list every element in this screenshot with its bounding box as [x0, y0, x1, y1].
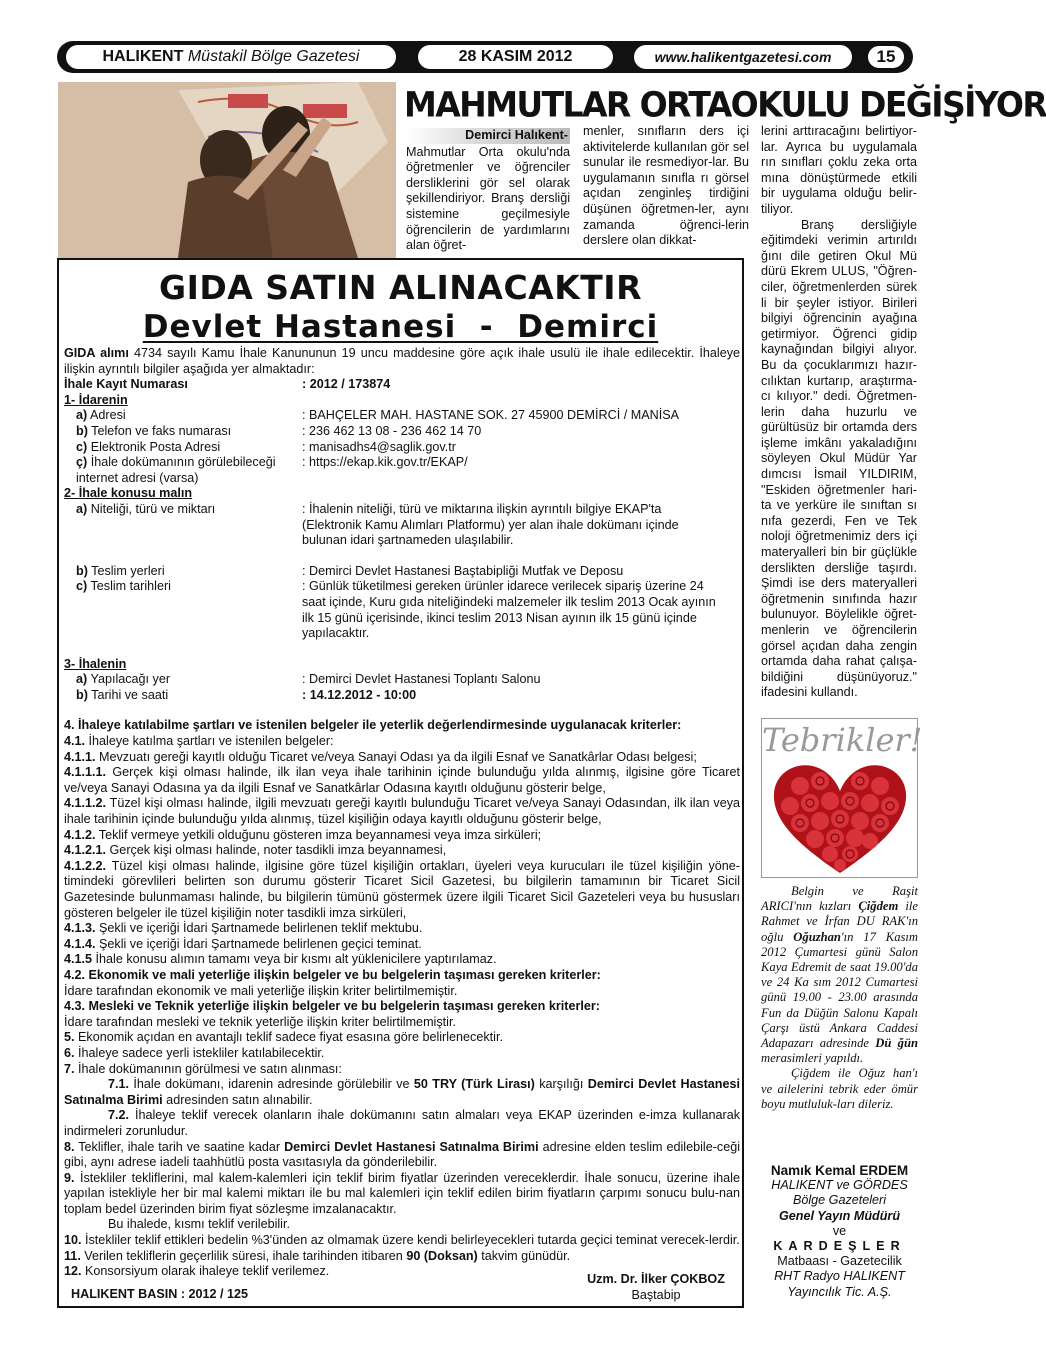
ad-p11 [64, 1249, 740, 1265]
row-3b-text: Tarihi ve saati [87, 687, 169, 702]
ad-p5 [64, 1030, 740, 1046]
p4121-text: Gerçek kişi olması halinde, noter tasdikli imza beyannamesi, [106, 843, 447, 858]
article-headline: MAHMUTLAR ORTAOKULU DEĞİŞİYOR [404, 84, 1046, 125]
ad-p4122 [64, 859, 740, 921]
publisher-line-3 [761, 1209, 918, 1224]
row-1c-key: c) [76, 439, 88, 454]
kayit-value: : 2012 / 173874 [302, 377, 391, 392]
paper-name-bold: HALIKENT [102, 48, 184, 65]
p411-key: 4.1.1. [64, 749, 96, 764]
row-2b-text: Teslim yerleri [87, 563, 165, 578]
p5-text: Ekonomik açıdan en avantajlı teklif sadece fiyat esasına göre belirlenecektir. [74, 1030, 503, 1045]
p11-key: 11. [64, 1248, 81, 1263]
p11-text-c: takvim günüdür. [477, 1248, 571, 1263]
ad-p415 [64, 952, 740, 968]
page-number: 15 [866, 44, 906, 70]
congrats-box [761, 718, 923, 878]
p7-key: 7. [64, 1061, 75, 1076]
p10-key: 10. [64, 1233, 82, 1248]
p11-text-a: Verilen tekliflerin geçerlilik süresi, ihale tarihinden itibaren [80, 1248, 407, 1263]
article-col-2: menler, sınıfların ders içi aktivitelerde kullanılan gör sel sunular ile resmediyor-lar. Bu uygulamanın sınıfla rı görsel açıdan zenginleş tirdiğini düşünen öğretmen-ler, aynı zamanda öğrenci-lerin derslere olan dikkat- [583, 124, 749, 248]
paper-subtitle: Müstakil Bölge Gazetesi [187, 48, 360, 65]
row-1a-value: : BAHÇELER MAH. HASTANE SOK. 27 45900 DEMİRCİ / MANİSA [302, 408, 679, 423]
p413-text: Şekli ve içeriği İdari Şartnamede belirlenen teklif mektubu. [95, 921, 423, 936]
ad-subtitle: Devlet Hastanesi - Demirci [142, 309, 659, 345]
publisher-line-4: ve [832, 1223, 847, 1238]
row-2a-value: : İhalenin niteliği, türü ve miktarına ilişkin ayrıntılı bilgiye EKAP'ta (Elektronik Kamu Alımları Platformu) yer alan ihale dokümanı içinde bulunan idari şartnameden ulaşılabilir. [302, 501, 679, 548]
p413-key: 4.1.3. [64, 921, 96, 936]
p4112-text: Tüzel kişi olması halinde, ilgili mevzuatı gereği kayıtlı bulunduğu Ticaret ve/veya Sanayi Odasından, ilk ilan veya ihale tarihinin içinde bulunduğu yılda alınmış, tüzel kişiliğin odaya kayıtlı olduğunu gösterir belge, [64, 796, 740, 827]
p412-key: 4.1.2. [64, 827, 96, 842]
ad-intro-text: 4734 sayılı Kamu İhale Kanununun 19 uncu maddesine göre açık ihale usulü ile ihale edilecektir. İhaleye ilişkin ayrıntılı bilgiler aşağıda yer almaktadır: [64, 346, 741, 376]
wish-part-2: Çiğdem [858, 899, 899, 914]
congrats-p1 [761, 884, 918, 1066]
ad-p9 [64, 1171, 740, 1218]
ad-p72 [64, 1108, 740, 1139]
rose-heart-icon [770, 761, 910, 877]
publisher-line-1 [761, 1178, 918, 1193]
ad-p43 [64, 999, 740, 1015]
ad-p411 [64, 750, 740, 766]
paper-name [66, 45, 396, 69]
row-1b-value: : 236 462 13 08 - 236 462 14 70 [302, 423, 482, 438]
row-1c-label [64, 440, 302, 456]
ad-p42 [64, 968, 740, 984]
ad-row-kayit [64, 377, 740, 393]
wish-part-4: Oğuzhan [793, 929, 841, 944]
p8-text-c: adresine elden teslim edilebile-ceği gibi, aynı adrese iadeli taahhütlü posta vasıtasıyla da gönderilebilir. [64, 1139, 741, 1170]
p412-text: Teklif vermeye yetkili olduğunu gösteren imza beyannamesi veya imza sirküleri; [95, 827, 542, 842]
p71-text-a: İhale dokümanı, idarenin adresinde görülebilir ve [129, 1077, 414, 1092]
publisher-line-8 [761, 1285, 918, 1300]
p5-key: 5. [64, 1030, 75, 1045]
p4-text: 4. İhaleye katılabilme şartları ve istenilen belgeler ile yeterlik değerlendirmesinde uygulanacak kriterler: [64, 718, 682, 733]
spacer [64, 549, 740, 564]
ad-p8 [64, 1140, 740, 1171]
article-col3-p1: lerini arttıracağını belirtiyor-lar. Ayrıca bu uygulamala rın sınıfları çoklu zeka orta mına dönüştürmede etkili bir uygulama olduğu belir-tiliyor. [761, 124, 917, 216]
p9-text: İstekliler tekliflerini, mal kalem-kalemleri için teklif birim fiyatlar üzerinden vereceklerdir. İhale sonucu, üzerine ihale yapılan istekliyle her bir mal kalemi miktarı ile bu mal kalemleri için teklif edilen birim fiyatların çarpımı sonucu bulu-nan toplam bedel üzerinden birim fiyat sözleşme imzalanacaktır. [64, 1170, 740, 1216]
p4111-key: 4.1.1.1. [64, 765, 107, 780]
row-3a-text: Yapılacağı yer [87, 672, 171, 687]
row-1a-text: Adresi [87, 408, 126, 423]
article-col-3 [761, 124, 917, 701]
ad-intro [64, 346, 740, 377]
p71-text-b: 50 TRY (Türk Lirası) [413, 1077, 535, 1092]
row-3b-label [64, 688, 302, 704]
ad-p4 [64, 718, 740, 734]
ad-p43t: İdare tarafından mesleki ve teknik yeterliğe ilişkin kriter belirtilmemiştir. [64, 1014, 456, 1029]
ad-p4121 [64, 843, 740, 859]
p8-text-a: Teklifler, ihale tarih ve saatine kadar [74, 1139, 285, 1154]
p9-key: 9. [64, 1170, 75, 1185]
p414-text: Şekli ve içeriği İdari Şartnamede belirlenen geçici teminat. [95, 936, 422, 951]
kayit-label: İhale Kayıt Numarası [64, 377, 188, 392]
ad-p6 [64, 1046, 740, 1062]
article-col3-p2: Branş dersliğiyle eğitimdeki verimin artırıldı ğını dile getiren Okul Mü dürü Ekrem ULUS, "Öğren-ciler, öğretmenlerden sürek li bir şeyler istiyor. Birileri bilgiyi öğrencinin ayağına getirmiyor. Öğrenci gidip kaynağından bilgiyi alıyor. Bu da çocuklarımızı hazır-cılıktan kurtarıp, araştırma-cı kılıyor." dedi. Öğretmen-lerin daha huzurlu ve gürültüsüz bir ortamda ders işleme imkânı yakaladığını söyleyen Okul Müdür Yar dımcısı İsmail YILDIRIM, "Eskiden öğretmenler hari-ta ve yerküre ile sınıftan sı nıfa gezerdi, Fen ve Tek noloji öğretmenimiz ders içi materyalleri bin bir güçlükle derslikten dersliğe taşırdı. Şimdi ise ders materyalleri öğretmenin sınıfında hazır bulunuyor. Böylelikle öğret-menlerin ve öğrencilerin görsel açıdan daha zengin ortamda daha rahat çalışa-bildiğini düşünüyoruz." ifadesini kullandı. [761, 217, 917, 700]
publisher-line-5: KARDEŞLER [773, 1239, 906, 1254]
publisher-l2: Bölge Gazeteleri [792, 1193, 887, 1208]
signer-name: Uzm. Dr. İlker ÇOKBOZ [587, 1272, 725, 1286]
row-3b-value: : 14.12.2012 - 10:00 [302, 687, 417, 702]
publisher-l3: Genel Yayın Müdürü [778, 1208, 901, 1223]
p72-text: İhaleye teklif verecek olanların ihale dokümanını satın almaları veya EKAP üzerinden e-imza kullanarak indirmeleri zorunludur. [64, 1108, 740, 1138]
p71-text-d: Demirci Devlet Hastanesi Satınalma Birimi [64, 1077, 740, 1107]
signer-title: Baştabip [631, 1287, 681, 1302]
ad-p9b: Bu ihalede, kısmı teklif verilebilir. [108, 1217, 290, 1232]
publisher-l8: Yayıncılık Tic. A.Ş. [787, 1284, 892, 1299]
ad-p71 [64, 1077, 740, 1108]
ad-row-1a [64, 408, 740, 424]
row-3a-value: : Demirci Devlet Hastanesi Toplantı Salonu [302, 672, 541, 687]
row-2a-key: a) [76, 501, 88, 516]
spacer [64, 642, 740, 657]
press-code: HALIKENT BASIN : 2012 / 125 [71, 1287, 249, 1301]
website-link[interactable]: www.halikentgazetesi.com [634, 45, 852, 69]
p4122-text: Tüzel kişi olması halinde, ilgisine göre tüzel kişiliğin ortakları, üyeleri veya kurucuları ile tüzel kişiliğin yöne-timindeki görevlileri belirten son durumu gösterir Ticaret Sicil Gazetesi, bu bilgilerin tamamının bir Ticaret Sicil Gazetesinde bulunmaması halinde, bu bilgilerin tümünü göstermek üzere ilgili Ticaret Sicil Gazeteleri veya bu hususları gösteren belgeler ile tüzel kişiliğin noter tasdikli imza sirküleri, [64, 858, 740, 920]
ad-p10 [64, 1233, 740, 1249]
ad-row-1b [64, 424, 740, 440]
row-2a-text: Niteliği, türü ve miktarı [87, 501, 216, 516]
ad-p412 [64, 828, 740, 844]
row-2b-value: : Demirci Devlet Hastanesi Baştabipliği Mutfak ve Deposu [302, 563, 624, 578]
ad-row-3a [64, 672, 740, 688]
row-2c-label [64, 579, 302, 641]
ad-p4111 [64, 765, 740, 796]
section-2-heading: 2- İhale konusu malın [64, 486, 193, 501]
row-1d-value: : https://ekap.kik.gov.tr/EKAP/ [302, 455, 468, 470]
section-3-heading: 3- İhalenin [64, 656, 127, 671]
article-photo [58, 82, 396, 258]
ad-row-2c [64, 579, 740, 641]
row-2b-label [64, 564, 302, 580]
p7-text: İhale dokümanının görülmesi ve satın alınması: [74, 1061, 342, 1076]
p4111-text: Gerçek kişi olması halinde, ilk ilan veya ihale tarihinin içinde bulunduğu yılda alınmış, ilgisine göre Ticaret ve/veya Sanayi Odasına ya da ilgili Esnaf ve Sanatkârlar Odasına kayıtlı olduğunu gösterir belge, [64, 765, 740, 795]
spacer [64, 703, 740, 718]
wish-part-5: 'ın 17 Kasım 2012 Çumartesi günü Salon Kaya Edremit de saat 19.00'da ve 24 Ka sım 2012 Cumartesi günü 19.00 - 23.00 arasında Fun da Düğün Salonu Kapalı Çarşı üstü Ankara Caddesi Adapazarı adresinde [761, 929, 918, 1051]
p4112-key: 4.1.1.2. [64, 796, 107, 811]
congrats-title: Tebrikler! [762, 721, 923, 759]
row-1b-key: b) [76, 423, 88, 438]
p43-text: 4.3. Mesleki ve Teknik yeterliğe ilişkin belgeler ve bu belgelerin taşıması gereken kriterler: [64, 999, 600, 1014]
p71-text-e: adresinden satın alınabilir. [162, 1092, 313, 1107]
p41-key: 4.1. [64, 734, 86, 749]
p41-text: İhaleye katılma şartları ve istenilen belgeler: [85, 734, 334, 749]
congrats-p2: Çiğdem ile Oğuz han'ı ve ailelerini tebrik eder ömür boyu mutluluk-ları dileriz. [761, 1066, 918, 1111]
p42-text: 4.2. Ekonomik ve mali yeterliğe ilişkin belgeler ve bu belgelerin taşıması gereken kriterler: [64, 967, 601, 982]
wish-part-3: ile Rahmet ve İrfan DU RAK'ın oğlu [761, 899, 918, 944]
p6-text: İhaleye sadece yerli istekliler katılabilecektir. [74, 1045, 325, 1060]
ad-row-1c [64, 440, 740, 456]
p71-text-c: karşılığı [534, 1077, 588, 1092]
publisher-line-6: Matbaası - Gazetecilik [777, 1254, 902, 1269]
row-1a-label [64, 408, 302, 424]
ad-intro-bold: GIDA alımı [64, 346, 129, 360]
row-3b-key: b) [76, 687, 88, 702]
row-2b-key: b) [76, 563, 88, 578]
ad-p414 [64, 937, 740, 953]
p12-key: 12. [64, 1264, 82, 1279]
publisher-block [761, 1163, 918, 1300]
row-1d-label [64, 455, 302, 486]
row-1c-text: Elektronik Posta Adresi [87, 439, 221, 454]
ad-p41 [64, 734, 740, 750]
p71-key: 7.1. [108, 1077, 130, 1092]
ad-row-2a [64, 502, 740, 549]
publisher-line-2 [761, 1193, 918, 1208]
wish-part-7: merasimleri yapıldı. [761, 1051, 864, 1066]
publisher-name: Namık Kemal ERDEM [770, 1163, 909, 1178]
ad-body [64, 346, 740, 1280]
row-3a-key: a) [76, 672, 88, 687]
ad-row-2b [64, 564, 740, 580]
article-col1-text: Mahmutlar Orta okulu'nda öğretmenler ve öğrenciler dersliklerini gör sel olarak şekillendiriyor. Branş dersliği sistemine geçilmesiyle öğrencilerin de yardımlarını alan öğret- [406, 144, 570, 253]
congrats-text [761, 884, 918, 1112]
publisher-l1: HALIKENT ve GÖRDES [771, 1178, 908, 1193]
ad-p4112 [64, 796, 740, 827]
p10-text: İstekliler teklif ettikleri bedelin %3'ünden az olmamak üzere kendi belirleyecekleri tutarda geçici teminat verecek-lerdir. [81, 1233, 740, 1248]
row-3a-label [64, 672, 302, 688]
p415-key: 4.1.5 [64, 952, 93, 967]
ad-p7 [64, 1062, 740, 1078]
row-1d-text: İhale dokümanının görülebileceği internet adresi (varsa) [76, 455, 276, 485]
wish-part-6: Dü ğün [875, 1036, 918, 1051]
article-byline: Demirci Halıkent- [406, 128, 570, 144]
p415-text: İhale konusu alımın tamamı veya bir kısmı alt yüklenicilere yaptırılamaz. [92, 952, 497, 967]
ad-signature [571, 1272, 741, 1303]
row-1a-key: a) [76, 408, 88, 423]
row-2c-value: : Günlük tüketilmesi gereken ürünler idarece verilecek sipariş üzerine 24 saat içinde, Kuru gıda niteliğindeki malzemeler ilk teslim 2013 Ocak ayının ilk 15 günü içerisinde, ikinci teslim 2013 Nisan ayının ilk 15 günü içinde yapılacaktır. [302, 579, 716, 641]
photo-illustration [58, 82, 396, 258]
p8-text-b: Demirci Devlet Hastanesi Satınalma Birimi [284, 1139, 539, 1154]
row-1b-text: Telefon ve faks numarası [87, 423, 232, 438]
ad-row-3b [64, 688, 740, 704]
row-1c-value: : manisadhs4@saglik.gov.tr [302, 439, 456, 454]
row-1b-label [64, 424, 302, 440]
p411-text: Mevzuatı gereği kayıtlı olduğu Ticaret ve/veya Sanayi Odası ya da ilgili Esnaf ve Sanatkârlar Odası belgesi; [95, 749, 697, 764]
tender-ad [57, 258, 744, 1308]
p4121-key: 4.1.2.1. [64, 843, 107, 858]
publisher-line-7 [761, 1269, 918, 1284]
publisher-l7: RHT Radyo HALIKENT [774, 1269, 905, 1284]
ad-p42t: İdare tarafından ekonomik ve mali yeterliğe ilişkin kriter belirtilmemiştir. [64, 983, 458, 998]
ad-p413 [64, 921, 740, 937]
p6-key: 6. [64, 1045, 75, 1060]
article-col-1 [406, 128, 570, 254]
section-1-heading: 1- İdarenin [64, 392, 128, 407]
p8-key: 8. [64, 1139, 75, 1154]
p414-key: 4.1.4. [64, 936, 96, 951]
ad-title: GIDA SATIN ALINACAKTIR [159, 268, 642, 307]
wish-part-1: Belgin ve Raşit ARICI'nın kızları [761, 884, 918, 914]
row-2c-text: Teslim tarihleri [87, 579, 171, 594]
issue-date: 28 KASIM 2012 [418, 45, 613, 69]
row-2c-key: c) [76, 579, 88, 594]
p72-key: 7.2. [108, 1108, 130, 1123]
p4122-key: 4.1.2.2. [64, 858, 107, 873]
p11-text-b: 90 (Doksan) [406, 1248, 478, 1263]
p12-text: Konsorsiyum olarak ihaleye teklif verilemez. [81, 1264, 330, 1279]
row-2a-label [64, 502, 302, 549]
row-1d-key: ç) [76, 455, 88, 470]
ad-row-1d [64, 455, 740, 486]
